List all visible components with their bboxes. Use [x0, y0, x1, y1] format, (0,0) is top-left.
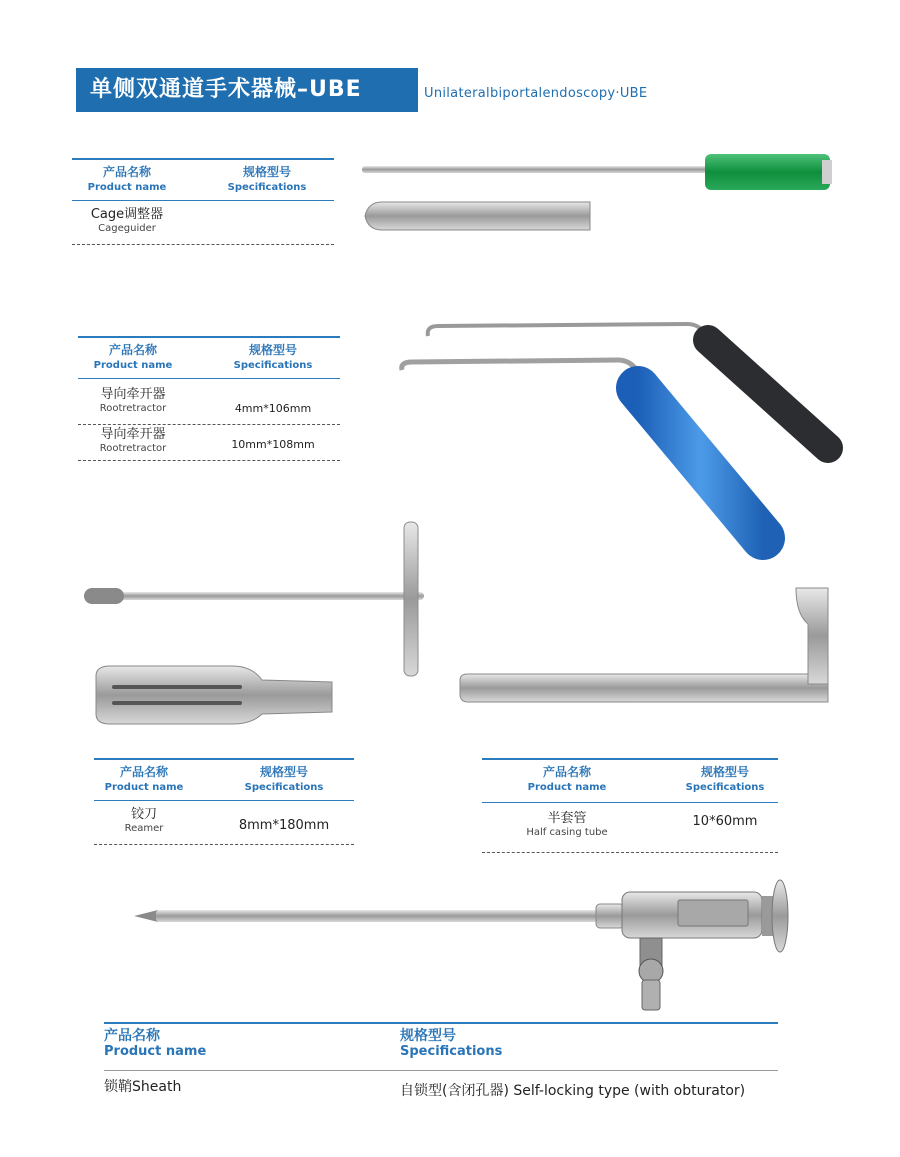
table-row: Cage调整器 Cageguider	[90, 207, 164, 234]
col-header-product: 产品名称 Product name	[93, 343, 173, 371]
table-row: 导向牵开器 Rootretractor	[99, 387, 167, 414]
spec-table-sheath	[104, 1022, 778, 1102]
sheath-image	[130, 876, 790, 1016]
spec-table-reamer	[94, 758, 354, 848]
table-row: 锁鞘Sheath	[104, 1079, 182, 1095]
reamer-image	[82, 520, 442, 730]
cage-guider-image	[360, 150, 840, 240]
root-retractor-image	[398, 318, 848, 558]
section-subtitle: Unilateralbiportalendoscopy·UBE	[424, 86, 648, 101]
spec-value: 10mm*108mm	[231, 438, 315, 451]
col-header-product: 产品名称 Product name	[104, 1028, 207, 1059]
spec-table-root	[78, 336, 340, 462]
spec-table-half-tube	[482, 758, 778, 854]
col-header-product: 产品名称 Product name	[527, 765, 607, 793]
spec-value: 自锁型(含闭孔器) Self-locking type (with obturator)	[400, 1083, 746, 1099]
section-title: 单侧双通道手术器械–UBE	[76, 68, 418, 112]
spec-table-cage	[72, 158, 334, 248]
col-header-product: 产品名称 Product name	[104, 765, 184, 793]
spec-value: 4mm*106mm	[234, 402, 312, 415]
col-header-spec: 规格型号 Specifications	[400, 1028, 503, 1059]
col-header-spec: 规格型号 Specifications	[685, 765, 765, 793]
col-header-product: 产品名称 Product name	[87, 165, 167, 193]
table-row: 半套管 Half casing tube	[526, 811, 608, 838]
col-header-spec: 规格型号 Specifications	[233, 343, 313, 371]
half-casing-tube-image	[456, 584, 836, 710]
col-header-spec: 规格型号 Specifications	[227, 165, 307, 193]
spec-value: 10*60mm	[692, 814, 758, 829]
spec-value: 8mm*180mm	[238, 818, 330, 833]
table-row: 铰刀 Reamer	[124, 807, 164, 834]
col-header-spec: 规格型号 Specifications	[244, 765, 324, 793]
table-row: 导向牵开器 Rootretractor	[99, 427, 167, 454]
